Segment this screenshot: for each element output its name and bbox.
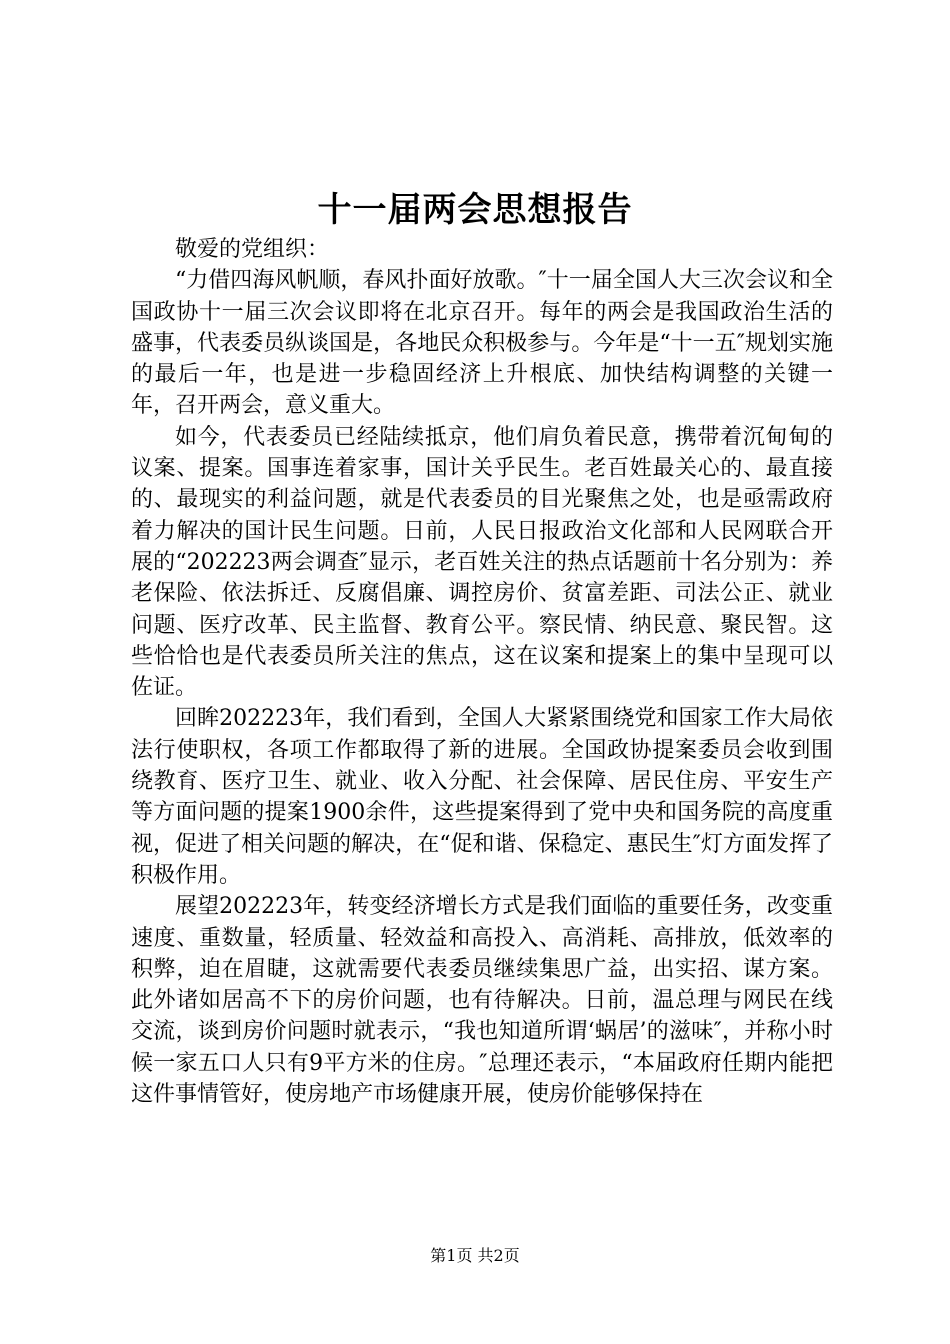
document-body — [131, 234, 833, 1110]
paragraph-3: 回眸202223年，我们看到，全国人大紧紧围绕党和国家工作大局依法行使职权，各项工作都取得了新的进展。全国政协提案委员会收到围绕教育、医疗卫生、就业、收入分配、社会保障、居民住房、平安生产等方面问题的提案1900余件，这些提案得到了党中央和国务院的高度重视，促进了相关问题的解决，在“促和谐、保稳定、惠民生″灯方面发挥了积极作用。 — [131, 706, 833, 888]
document-title: 十一届两会思想报告 — [317, 190, 633, 230]
paragraph-4: 展望202223年，转变经济增长方式是我们面临的重要任务，改变重速度、重数量，轻质量、轻效益和高投入、高消耗、高排放，低效率的积弊，迫在眉睫，这就需要代表委员继续集思广益，出实招、谋方案。此外诸如居高不下的房价问题，也有待解决。日前，温总理与网民在线交流，谈到房价问题时就表示，“我也知道所谓‘蜗居’的滋味″，并称小时候一家五口人只有9平方米的住房。″总理还表示，“本届政府任期内能把这件事情管好，使房地产市场健康开展，使房价能够保持在 — [131, 894, 833, 1108]
page-number-indicator: 第1页 共2页 — [430, 1246, 520, 1265]
paragraph-2: 如今，代表委员已经陆续抵京，他们肩负着民意，携带着沉甸甸的议案、提案。国事连着家事，国计关乎民生。老百姓最关心的、最直接的、最现实的利益问题，就是代表委员的目光聚焦之处，也是亟需政府着力解决的国计民生问题。日前，人民日报政治文化部和人民网联合开展的“202223两会调查″显示，老百姓关注的热点话题前十名分别为：养老保险、依法拆迁、反腐倡廉、调控房价、贫富差距、司法公正、就业问题、医疗改革、民主监督、教育公平。察民情、纳民意、聚民智。这些恰恰也是代表委员所关注的焦点，这在议案和提案上的集中呈现可以佐证。 — [131, 424, 833, 701]
salutation: 敬爱的党组织： — [175, 237, 330, 262]
page-footer — [0, 1244, 950, 1268]
paragraph-1: “力借四海风帆顺，春风扑面好放歌。″十一届全国人大三次会议和全国政协十一届三次会议即将在北京召开。每年的两会是我国政治生活的盛事，代表委员纵谈国是，各地民众积极参与。今年是“十一五″规划实施的最后一年，也是进一步稳固经济上升根底、加快结构调整的关键一年，召开两会，意义重大。 — [131, 268, 833, 419]
